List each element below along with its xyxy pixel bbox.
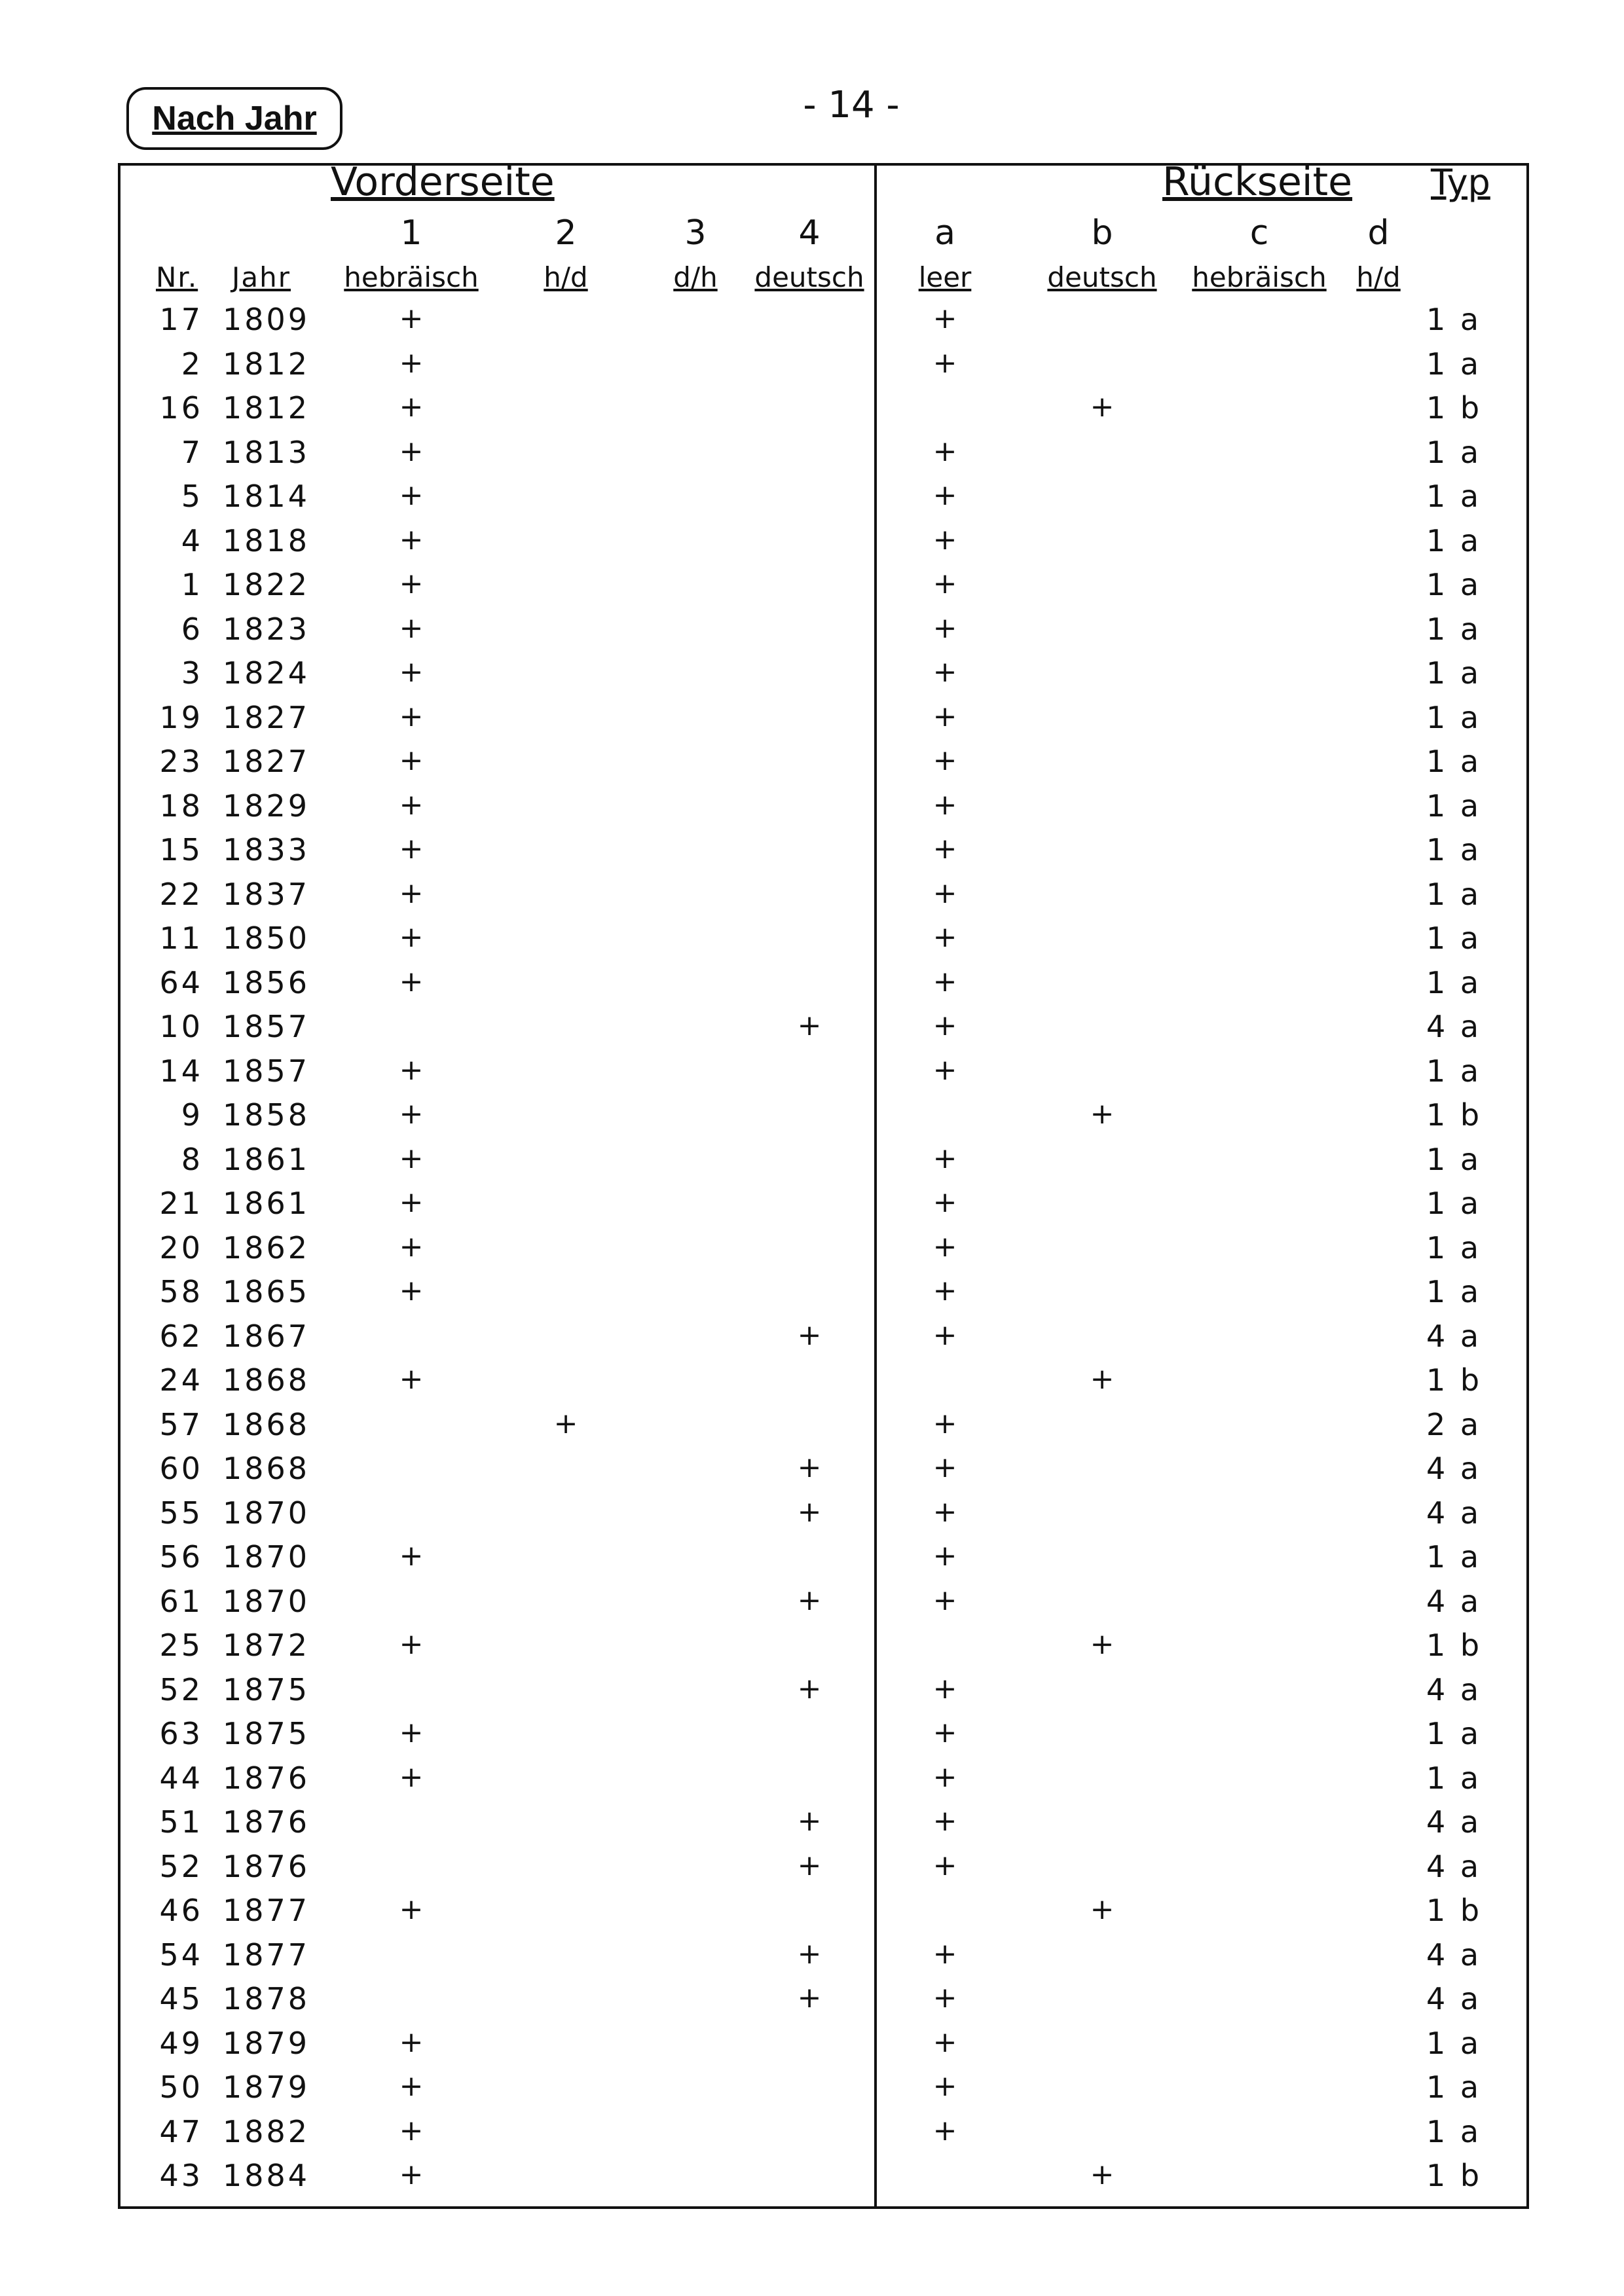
- row-typ: 1 a: [1426, 479, 1482, 514]
- row-typ: 1 a: [1426, 1760, 1482, 1796]
- back-mark: +: [932, 877, 957, 910]
- front-mark: +: [797, 1319, 822, 1352]
- back-col-a-letter: a: [934, 213, 955, 253]
- row-typ: 4 a: [1426, 1495, 1482, 1531]
- row-typ: 1 a: [1426, 1142, 1482, 1177]
- row-nr: 55: [159, 1495, 203, 1531]
- typ-title: Typ: [1431, 162, 1490, 203]
- back-col-d-label: h/d: [1356, 261, 1401, 293]
- front-mark: +: [797, 1672, 822, 1705]
- front-col-3-number: 3: [684, 213, 707, 253]
- front-mark: +: [399, 1097, 424, 1131]
- back-mark: +: [932, 479, 957, 512]
- front-mark: +: [399, 1230, 424, 1264]
- row-jahr: 1861: [223, 1186, 310, 1221]
- nach-jahr-badge: Nach Jahr: [126, 87, 342, 150]
- front-mark: +: [399, 655, 424, 689]
- back-mark: +: [1090, 1362, 1115, 1396]
- row-typ: 4 a: [1426, 1584, 1482, 1619]
- row-jahr: 1870: [223, 1495, 310, 1531]
- front-mark: +: [399, 390, 424, 424]
- row-typ: 4 a: [1426, 1672, 1482, 1707]
- front-mark: +: [399, 1760, 424, 1794]
- row-jahr: 1872: [223, 1628, 310, 1663]
- row-jahr: 1812: [223, 390, 310, 426]
- row-jahr: 1814: [223, 479, 310, 514]
- row-typ: 1 a: [1426, 1053, 1482, 1089]
- back-mark: +: [932, 1804, 957, 1838]
- row-jahr: 1876: [223, 1849, 310, 1884]
- row-nr: 60: [159, 1451, 203, 1486]
- row-typ: 1 a: [1426, 567, 1482, 602]
- row-nr: 47: [159, 2114, 203, 2149]
- front-mark: +: [399, 302, 424, 335]
- row-nr: 62: [159, 1319, 203, 1354]
- row-jahr: 1875: [223, 1672, 310, 1707]
- row-jahr: 1862: [223, 1230, 310, 1266]
- row-jahr: 1829: [223, 788, 310, 824]
- row-jahr: 1837: [223, 877, 310, 912]
- back-side-title: Rückseite: [1162, 159, 1353, 205]
- back-mark: +: [932, 1672, 957, 1705]
- front-col-4-number: 4: [798, 213, 821, 253]
- front-mark: +: [399, 346, 424, 380]
- back-mark: +: [1090, 390, 1115, 424]
- back-mark: +: [932, 655, 957, 689]
- back-mark: +: [932, 1009, 957, 1042]
- front-mark: +: [399, 1186, 424, 1219]
- back-col-b-letter: b: [1091, 213, 1113, 253]
- back-mark: +: [932, 346, 957, 380]
- row-typ: 4 a: [1426, 1451, 1482, 1486]
- row-typ: 1 a: [1426, 611, 1482, 647]
- back-mark: +: [932, 523, 957, 556]
- front-col-2-number: 2: [555, 213, 577, 253]
- table-frame: [118, 159, 1529, 2209]
- front-mark: +: [399, 788, 424, 822]
- back-mark: +: [932, 1451, 957, 1484]
- row-nr: 63: [159, 1716, 203, 1751]
- row-typ: 1 a: [1426, 2026, 1482, 2061]
- back-mark: +: [932, 920, 957, 954]
- front-mark: +: [399, 2026, 424, 2059]
- row-nr: 8: [181, 1142, 203, 1177]
- back-mark: +: [932, 611, 957, 645]
- row-nr: 18: [159, 788, 203, 824]
- front-mark: +: [399, 1362, 424, 1396]
- front-col-1-label: hebräisch: [344, 261, 479, 293]
- row-typ: 1 a: [1426, 920, 1482, 956]
- row-typ: 1 a: [1426, 2114, 1482, 2149]
- back-mark: +: [932, 567, 957, 600]
- row-nr: 24: [159, 1362, 203, 1398]
- row-typ: 1 a: [1426, 2069, 1482, 2105]
- row-jahr: 1877: [223, 1937, 310, 1973]
- row-nr: 44: [159, 1760, 203, 1796]
- row-nr: 52: [159, 1672, 203, 1707]
- row-nr: 15: [159, 832, 203, 867]
- row-nr: 4: [181, 523, 203, 558]
- back-mark: +: [932, 1760, 957, 1794]
- front-mark: +: [797, 1009, 822, 1042]
- row-nr: 49: [159, 2026, 203, 2061]
- front-mark: +: [797, 1849, 822, 1882]
- row-typ: 1 b: [1426, 1362, 1483, 1398]
- row-jahr: 1882: [223, 2114, 310, 2149]
- front-mark: +: [399, 877, 424, 910]
- row-jahr: 1868: [223, 1362, 310, 1398]
- back-mark: +: [932, 2114, 957, 2147]
- front-mark: +: [399, 1053, 424, 1087]
- row-typ: 1 b: [1426, 1097, 1483, 1133]
- row-typ: 1 a: [1426, 788, 1482, 824]
- row-nr: 17: [159, 302, 203, 337]
- back-mark: +: [932, 1584, 957, 1617]
- row-jahr: 1857: [223, 1009, 310, 1044]
- back-mark: +: [932, 1186, 957, 1219]
- row-jahr: 1827: [223, 700, 310, 735]
- row-jahr: 1879: [223, 2026, 310, 2061]
- row-jahr: 1857: [223, 1053, 310, 1089]
- front-col-2-label: h/d: [544, 261, 588, 293]
- row-typ: 1 b: [1426, 1628, 1483, 1663]
- row-nr: 14: [159, 1053, 203, 1089]
- row-jahr: 1809: [223, 302, 310, 337]
- front-mark: +: [399, 1539, 424, 1573]
- back-mark: +: [932, 700, 957, 733]
- back-mark: +: [932, 2026, 957, 2059]
- row-jahr: 1884: [223, 2158, 310, 2193]
- front-col-3-label: d/h: [673, 261, 718, 293]
- row-nr: 61: [159, 1584, 203, 1619]
- front-mark: +: [399, 523, 424, 556]
- back-mark: +: [932, 1849, 957, 1882]
- row-nr: 7: [181, 435, 203, 470]
- row-jahr: 1813: [223, 435, 310, 470]
- front-mark: +: [797, 1804, 822, 1838]
- back-mark: +: [932, 1716, 957, 1749]
- back-mark: +: [1090, 1097, 1115, 1131]
- front-mark: +: [399, 435, 424, 468]
- row-typ: 1 a: [1426, 346, 1482, 382]
- row-nr: 57: [159, 1407, 203, 1442]
- jahr-header: Jahr: [232, 261, 291, 293]
- row-nr: 22: [159, 877, 203, 912]
- back-mark: +: [1090, 1628, 1115, 1661]
- page-number: - 14 -: [803, 84, 900, 126]
- row-nr: 52: [159, 1849, 203, 1884]
- front-mark: +: [399, 2158, 424, 2191]
- front-mark: +: [797, 1451, 822, 1484]
- row-typ: 4 a: [1426, 1009, 1482, 1044]
- row-typ: 1 b: [1426, 1893, 1483, 1928]
- row-nr: 2: [181, 346, 203, 382]
- back-mark: +: [1090, 2158, 1115, 2191]
- row-jahr: 1822: [223, 567, 310, 602]
- row-typ: 1 a: [1426, 1230, 1482, 1266]
- row-jahr: 1876: [223, 1804, 310, 1840]
- back-mark: +: [932, 1274, 957, 1307]
- row-typ: 1 a: [1426, 1716, 1482, 1751]
- front-mark: +: [399, 611, 424, 645]
- row-typ: 1 a: [1426, 877, 1482, 912]
- row-nr: 54: [159, 1937, 203, 1973]
- back-mark: +: [932, 1230, 957, 1264]
- row-jahr: 1876: [223, 1760, 310, 1796]
- front-mark: +: [399, 479, 424, 512]
- front-mark: +: [399, 1142, 424, 1175]
- row-nr: 9: [181, 1097, 203, 1133]
- row-nr: 3: [181, 655, 203, 691]
- row-nr: 1: [181, 567, 203, 602]
- row-typ: 1 a: [1426, 744, 1482, 779]
- row-nr: 19: [159, 700, 203, 735]
- back-col-c-letter: c: [1249, 213, 1269, 253]
- back-col-a-label: leer: [918, 261, 972, 293]
- row-jahr: 1875: [223, 1716, 310, 1751]
- row-typ: 4 a: [1426, 1804, 1482, 1840]
- row-nr: 50: [159, 2069, 203, 2105]
- front-mark: +: [553, 1407, 578, 1440]
- front-mark: +: [399, 1274, 424, 1307]
- row-nr: 43: [159, 2158, 203, 2193]
- section-divider: [874, 163, 877, 2209]
- row-jahr: 1833: [223, 832, 310, 867]
- front-mark: +: [797, 1937, 822, 1971]
- row-typ: 1 a: [1426, 302, 1482, 337]
- row-jahr: 1870: [223, 1584, 310, 1619]
- back-mark: +: [932, 832, 957, 866]
- row-jahr: 1823: [223, 611, 310, 647]
- row-nr: 56: [159, 1539, 203, 1575]
- row-typ: 1 a: [1426, 700, 1482, 735]
- front-mark: +: [399, 567, 424, 600]
- back-mark: +: [932, 1319, 957, 1352]
- row-typ: 1 a: [1426, 1186, 1482, 1221]
- back-col-d-letter: d: [1367, 213, 1390, 253]
- back-mark: +: [932, 302, 957, 335]
- front-mark: +: [399, 832, 424, 866]
- front-mark: +: [399, 744, 424, 777]
- back-mark: +: [932, 965, 957, 998]
- nr-header: Nr.: [156, 261, 198, 293]
- row-nr: 46: [159, 1893, 203, 1928]
- row-jahr: 1868: [223, 1451, 310, 1486]
- back-mark: +: [932, 1981, 957, 2014]
- row-nr: 51: [159, 1804, 203, 1840]
- row-jahr: 1861: [223, 1142, 310, 1177]
- row-nr: 23: [159, 744, 203, 779]
- row-nr: 10: [159, 1009, 203, 1044]
- row-typ: 2 a: [1426, 1407, 1482, 1442]
- row-jahr: 1870: [223, 1539, 310, 1575]
- row-nr: 64: [159, 965, 203, 1000]
- row-jahr: 1850: [223, 920, 310, 956]
- row-typ: 1 a: [1426, 523, 1482, 558]
- front-mark: +: [399, 920, 424, 954]
- row-typ: 1 b: [1426, 390, 1483, 426]
- row-nr: 45: [159, 1981, 203, 2016]
- row-jahr: 1856: [223, 965, 310, 1000]
- row-jahr: 1827: [223, 744, 310, 779]
- front-mark: +: [797, 1981, 822, 2014]
- row-nr: 5: [181, 479, 203, 514]
- row-typ: 4 a: [1426, 1319, 1482, 1354]
- back-mark: +: [932, 1053, 957, 1087]
- front-mark: +: [399, 1893, 424, 1926]
- back-mark: +: [932, 744, 957, 777]
- back-mark: +: [1090, 1893, 1115, 1926]
- front-side-title: Vorderseite: [331, 159, 555, 205]
- row-typ: 1 a: [1426, 655, 1482, 691]
- front-mark: +: [399, 1716, 424, 1749]
- row-typ: 4 a: [1426, 1981, 1482, 2016]
- row-jahr: 1858: [223, 1097, 310, 1133]
- front-col-4-label: deutsch: [754, 261, 864, 293]
- back-col-c-label: hebräisch: [1192, 261, 1327, 293]
- row-jahr: 1812: [223, 346, 310, 382]
- back-col-b-label: deutsch: [1047, 261, 1157, 293]
- front-mark: +: [399, 1628, 424, 1661]
- row-typ: 4 a: [1426, 1849, 1482, 1884]
- row-jahr: 1824: [223, 655, 310, 691]
- front-mark: +: [399, 965, 424, 998]
- row-jahr: 1865: [223, 1274, 310, 1309]
- row-jahr: 1867: [223, 1319, 310, 1354]
- front-col-1-number: 1: [400, 213, 422, 253]
- back-mark: +: [932, 788, 957, 822]
- row-typ: 1 a: [1426, 1274, 1482, 1309]
- row-typ: 1 a: [1426, 1539, 1482, 1575]
- row-typ: 1 b: [1426, 2158, 1483, 2193]
- back-mark: +: [932, 1142, 957, 1175]
- back-mark: +: [932, 1539, 957, 1573]
- row-nr: 58: [159, 1274, 203, 1309]
- row-jahr: 1868: [223, 1407, 310, 1442]
- row-nr: 16: [159, 390, 203, 426]
- back-mark: +: [932, 1495, 957, 1529]
- row-typ: 1 a: [1426, 965, 1482, 1000]
- front-mark: +: [797, 1495, 822, 1529]
- row-nr: 20: [159, 1230, 203, 1266]
- front-mark: +: [399, 2069, 424, 2103]
- row-jahr: 1879: [223, 2069, 310, 2105]
- row-nr: 6: [181, 611, 203, 647]
- front-mark: +: [797, 1584, 822, 1617]
- front-mark: +: [399, 2114, 424, 2147]
- row-jahr: 1877: [223, 1893, 310, 1928]
- back-mark: +: [932, 435, 957, 468]
- row-nr: 21: [159, 1186, 203, 1221]
- row-typ: 1 a: [1426, 832, 1482, 867]
- row-jahr: 1878: [223, 1981, 310, 2016]
- row-nr: 11: [159, 920, 203, 956]
- back-mark: +: [932, 2069, 957, 2103]
- row-typ: 1 a: [1426, 435, 1482, 470]
- front-mark: +: [399, 700, 424, 733]
- row-typ: 4 a: [1426, 1937, 1482, 1973]
- row-jahr: 1818: [223, 523, 310, 558]
- back-mark: +: [932, 1937, 957, 1971]
- row-nr: 25: [159, 1628, 203, 1663]
- back-mark: +: [932, 1407, 957, 1440]
